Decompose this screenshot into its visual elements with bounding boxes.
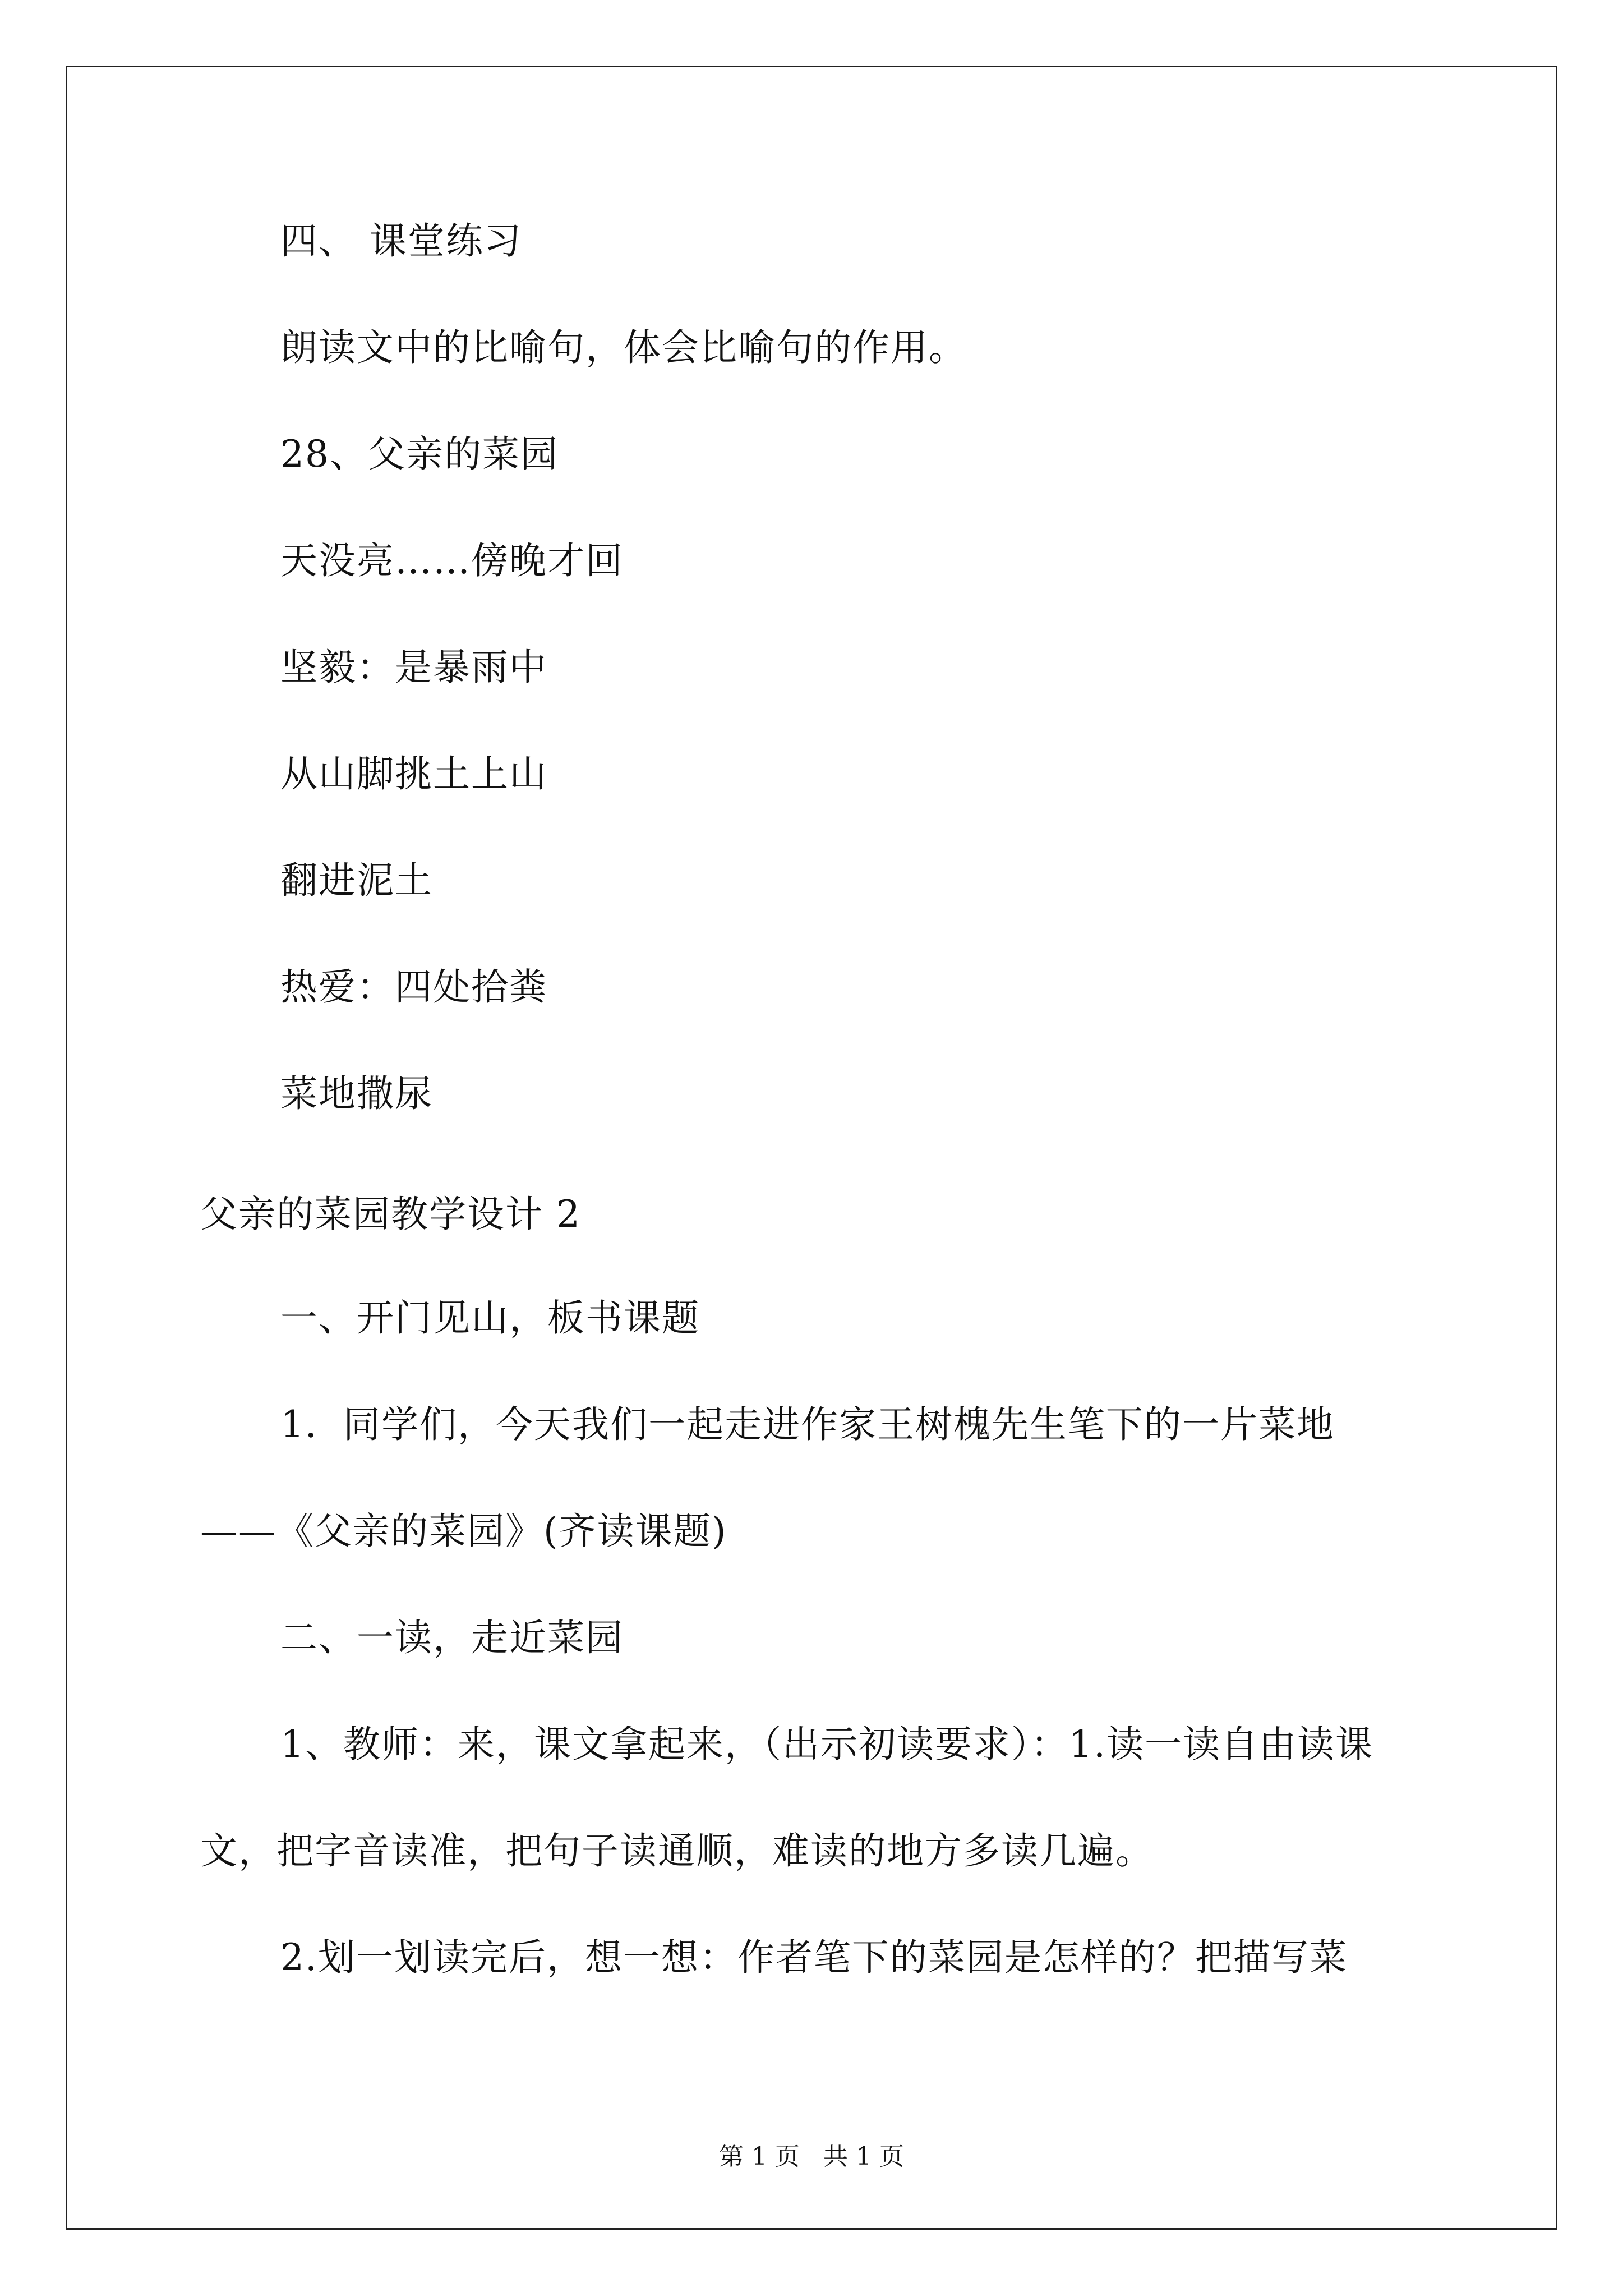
blackboard-line: 菜地撒尿 (280, 1072, 433, 1115)
section-heading-first-reading: 二、一读，走近菜园 (280, 1616, 624, 1659)
blackboard-line: 从山脚挑土上山 (280, 752, 547, 795)
blackboard-line: 热爱：四处拾粪 (280, 965, 547, 1009)
text-line: ——《父亲的菜园》(齐读课题) (200, 1510, 727, 1553)
text-line: 2.划一划读完后，想一想：作者笔下的菜园是怎样的？把描写菜 (280, 1936, 1348, 1979)
text-line: 1、教师：来，课文拿起来，（出示初读要求）：1.读一读自由读课 (280, 1723, 1373, 1766)
text-line: 朗读文中的比喻句，体会比喻句的作用。 (280, 326, 967, 369)
document-title: 父亲的菜园教学设计 2 (200, 1193, 581, 1236)
blackboard-line: 天没亮……傍晚才回 (280, 539, 624, 582)
page-border (66, 66, 1557, 2230)
page-footer: 第 1 页 共 1 页 (719, 2142, 904, 2171)
text-line: 1．同学们，今天我们一起走进作家王树槐先生笔下的一片菜地 (280, 1403, 1335, 1446)
blackboard-line: 翻进泥土 (280, 859, 433, 902)
section-heading-classroom-practice: 四、 课堂练习 (280, 219, 522, 263)
blackboard-line: 坚毅：是暴雨中 (280, 646, 547, 689)
blackboard-title: 28、父亲的菜园 (280, 432, 559, 476)
text-line: 文，把字音读准，把句子读通顺，难读的地方多读几遍。 (200, 1829, 1154, 1872)
section-heading-opening: 一、开门见山，板书课题 (280, 1296, 700, 1340)
